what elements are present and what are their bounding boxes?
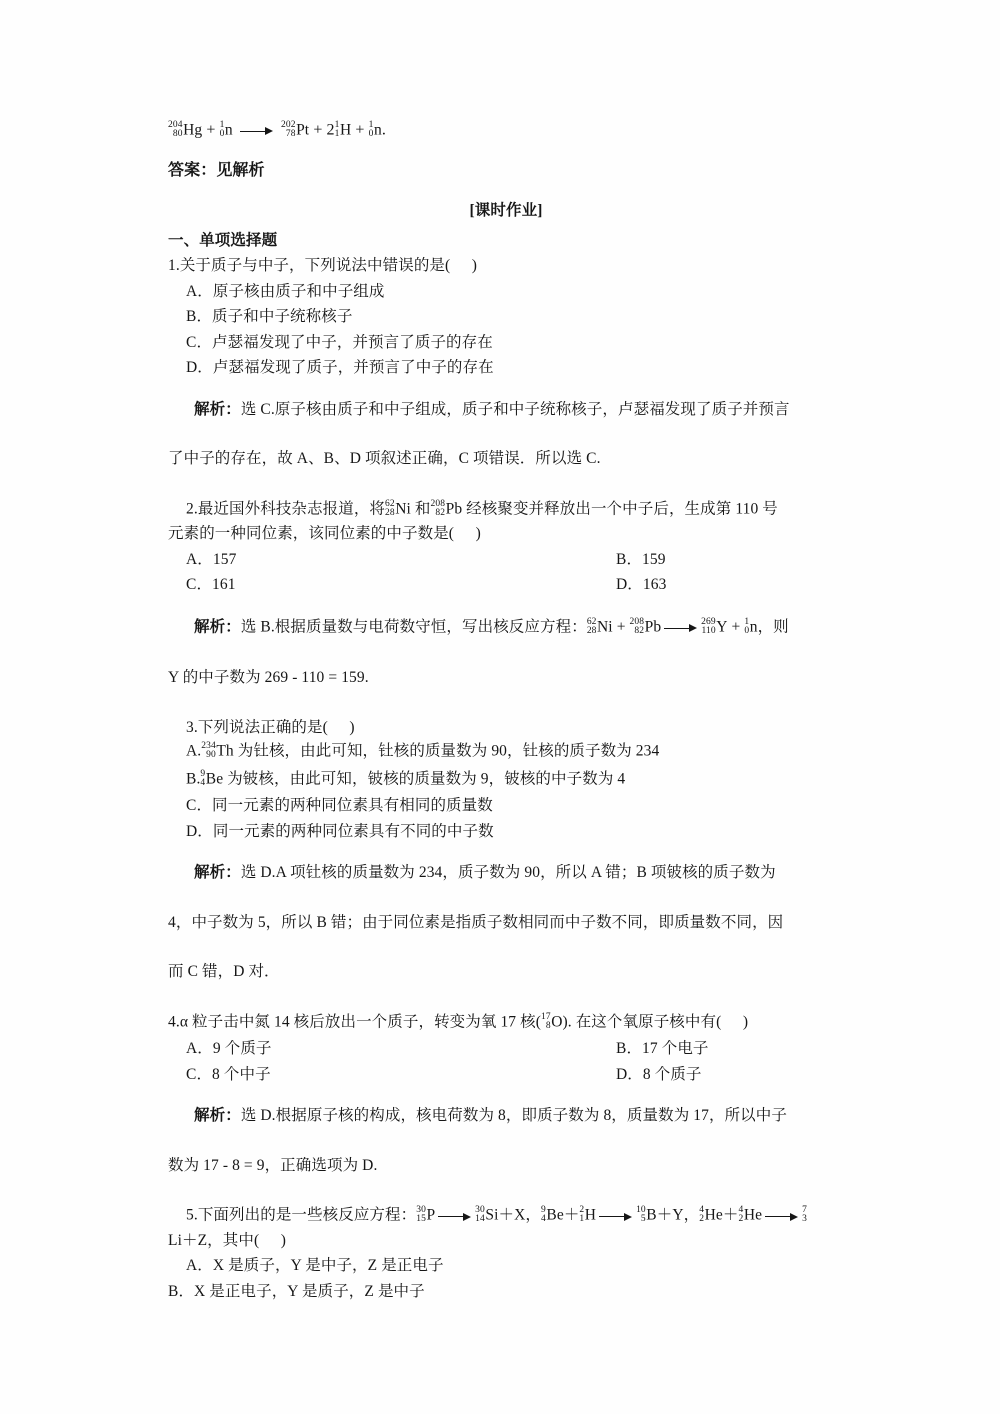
question-2-paren-close: ) [475,525,481,543]
question-2-option-a: A．157 [186,550,237,568]
question-2-solution-line-2: Y 的中子数为 269 - 110 = 159. [168,669,369,687]
question-4-number: 4. [168,1013,180,1031]
question-4-text-b: ). 在这个氧原子核中有( [562,1013,722,1031]
nuclide-p30: 30 15 P [416,1205,436,1225]
answer-value: 见解析 [216,162,265,180]
plus-sign-3: + [355,121,365,139]
question-4-text-a: α 粒子击中氮 14 核后放出一个质子，转变为氧 17 核( [179,1013,541,1031]
nuclide-si30: 30 14 Si [475,1205,499,1225]
question-2-text-c: 经核聚变并释放出一个中子后，生成第 110 号 [466,500,778,518]
solution-text-4a: 选 D.根据原子核的构成，核电荷数为 8，即质子数为 8，质量数为 17，所以中子 [240,1107,787,1125]
nuclide-o17: 17 8 O [541,1011,563,1031]
solution-label-4: 解析： [194,1107,241,1125]
nuclide-pt202: 202 78 Pt [281,120,310,139]
sol-nuclide-neutron: 1 0 n [744,616,758,636]
answer-row [168,163,844,179]
question-3-option-a-prefix: A. [186,742,202,760]
solution-text-2a: 选 B.根据质量数与电荷数守恒，写出核反应方程： [240,618,587,636]
eq-comma-2: ， [683,1206,700,1224]
question-2-solution-line-1 [168,616,844,636]
nuclide-he4-a: 4 2 He [699,1205,723,1225]
question-4-option-b: B．17 个电子 [616,1040,709,1058]
question-3-text: 下列说法正确的是( [197,718,328,736]
question-3-option-b-prefix: B. [186,770,201,788]
coefficient-2: 2 [326,121,335,139]
top-nuclear-equation [168,122,844,139]
question-5-text-tail: ，其中( [207,1231,260,1249]
question-1-stem [168,258,844,274]
question-1-solution-line-2: 了中子的存在，故 A、B、D 项叙述正确，C 项错误．所以选 C. [168,450,601,468]
question-3-option-d: D．同一元素的两种同位素具有不同的中子数 [186,822,494,840]
question-4-option-c: C．8 个中子 [186,1065,271,1083]
reaction-arrow-icon-5 [765,1211,799,1221]
eq-comma-1: ， [525,1206,542,1224]
question-4-solution-line-2: 数为 17 - 8 = 9，正确选项为 D. [168,1156,378,1174]
question-3-option-a [168,743,844,760]
question-4-options-row-2 [168,1067,844,1083]
question-2-option-b: B．159 [616,550,666,568]
page-content [168,120,844,1299]
question-3-solution-line-2: 4，中子数为 5，所以 B 错；由于同位素是指质子数相同而中子数不同，即质量数不同，因 [168,913,784,931]
section-title: [课时作业] [469,202,543,220]
question-2-stem-line-2 [168,526,844,542]
solution-label-3: 解析： [194,864,241,882]
nuclide-h1: 1 1 H [334,120,352,139]
solution-text-2b: ，则 [757,618,789,636]
nuclide-th234: 234 90 Th [201,741,234,761]
question-1-option-b: B．质子和中子统称核子 [186,308,353,326]
question-1-option-c: C．卢瑟福发现了中子，并预言了质子的存在 [186,333,493,351]
solution-label-1: 解析： [194,400,241,418]
reaction-arrow-icon [240,126,274,136]
unknown-y: Y [672,1206,684,1224]
question-3-stem [168,720,844,736]
answer-label: 答案： [168,162,217,180]
part-heading: 一、单项选择题 [168,231,278,249]
question-3-paren-close: ) [349,718,355,736]
nuclide-li7-symbol: Li [168,1231,182,1249]
question-5-option-a: A．X 是质子，Y 是中子，Z 是正电子 [186,1257,444,1275]
question-4-option-d: D．8 个质子 [616,1065,702,1083]
question-3-option-b [168,768,844,788]
question-1-solution-line-1 [168,402,844,418]
question-2-option-c: C．161 [186,576,236,594]
period: . [381,121,386,139]
sol-plus-1: + [616,618,626,636]
question-5-stem-line-2 [168,1233,844,1249]
question-3-solution-line-3: 而 C 错，D 对． [168,963,280,981]
nuclide-ni62: 62 28 Ni [385,498,411,518]
question-2-options-row-2 [168,577,844,593]
eq2-plus-1: ＋ [563,1206,580,1224]
sol-plus-2: + [731,618,741,636]
nuclide-pb208: 208 82 Pb [430,498,463,518]
question-3-solution-line-1 [168,865,844,881]
eq1-plus: ＋ [498,1206,515,1224]
unknown-x: X [514,1206,526,1224]
nuclide-neutron-1: 1 0 n [219,120,233,139]
nuclide-b10: 10 5 B [636,1205,657,1225]
question-5-text-a: 下面列出的是一些核反应方程： [197,1206,417,1224]
question-5-option-b: B．X 是正电子，Y 是质子，Z 是中子 [168,1282,425,1300]
unknown-z: Z [197,1231,208,1249]
question-5-stem [168,1207,844,1224]
nuclide-li7-partial: 7 3 [802,1205,807,1225]
question-3-option-a-text: 为钍核，由此可知，钍核的质量数为 90，钍核的质子数为 234 [237,742,660,760]
question-2-stem [168,498,844,518]
question-2-options-row-1 [168,552,844,568]
question-2-option-d: D．163 [616,576,667,594]
question-2-text-a: 最近国外科技杂志报道，将 [197,500,386,518]
reaction-arrow-icon-4 [599,1211,633,1221]
plus-sign: + [206,121,216,139]
sol-nuclide-y269: 269 110 Y [701,616,728,636]
question-1-option-d: D．卢瑟福发现了质子，并预言了中子的存在 [186,359,494,377]
question-4-solution-line-1 [168,1108,844,1124]
solution-text-3a: 选 D.A 项钍核的质量数为 234，质子数为 90，所以 A 错；B 项铍核的质子数为 [240,864,776,882]
question-1-text: 关于质子与中子，下列说法中错误的是( [179,257,451,275]
sol-nuclide-pb208: 208 82 Pb [629,616,662,636]
nuclide-be9-eq2: 9 4 Be [541,1205,564,1225]
question-4-option-a: A．9 个质子 [186,1040,272,1058]
eq2-plus-2: ＋ [656,1206,673,1224]
nuclide-hg204: 204 80 Hg [168,120,203,139]
question-4-stem [168,1011,844,1031]
question-2-number: 2. [186,500,198,518]
sol-nuclide-ni62: 62 28 Ni [586,616,613,636]
question-3-option-c: C．同一元素的两种同位素具有相同的质量数 [186,797,493,815]
question-1-number: 1. [168,257,180,275]
plus-sign-2: + [313,121,323,139]
reaction-arrow-icon-3 [438,1211,472,1221]
reaction-arrow-icon-2 [664,623,698,633]
question-4-paren-close: ) [742,1013,749,1031]
question-2-text-b: 和 [414,500,431,518]
nuclide-he4-b: 4 2 He [738,1205,763,1225]
nuclide-neutron-2: 1 0 n [368,120,382,139]
eq3-plus-1: ＋ [722,1206,739,1224]
question-1-paren-close: ) [471,257,478,275]
question-1-option-a: A．原子核由质子和中子组成 [186,282,385,300]
eq3-plus-2: ＋ [181,1231,198,1249]
question-5-number: 5. [186,1206,198,1224]
question-3-option-b-text: 为铍核，由此可知，铍核的质量数为 9，铍核的中子数为 4 [227,770,626,788]
question-2-text-d: 元素的一种同位素，该同位素的中子数是( [168,525,455,543]
question-5-paren-close: ) [280,1231,286,1249]
nuclide-h2: 2 1 H [579,1205,597,1225]
nuclide-be9: 9 4 Be [200,768,224,788]
solution-text-1a: 选 C.原子核由质子和中子组成，质子和中子统称核子，卢瑟福发现了质子并预言 [240,400,790,418]
solution-label-2: 解析： [194,618,241,636]
question-3-number: 3. [186,718,198,736]
question-4-options-row-1 [168,1041,844,1057]
